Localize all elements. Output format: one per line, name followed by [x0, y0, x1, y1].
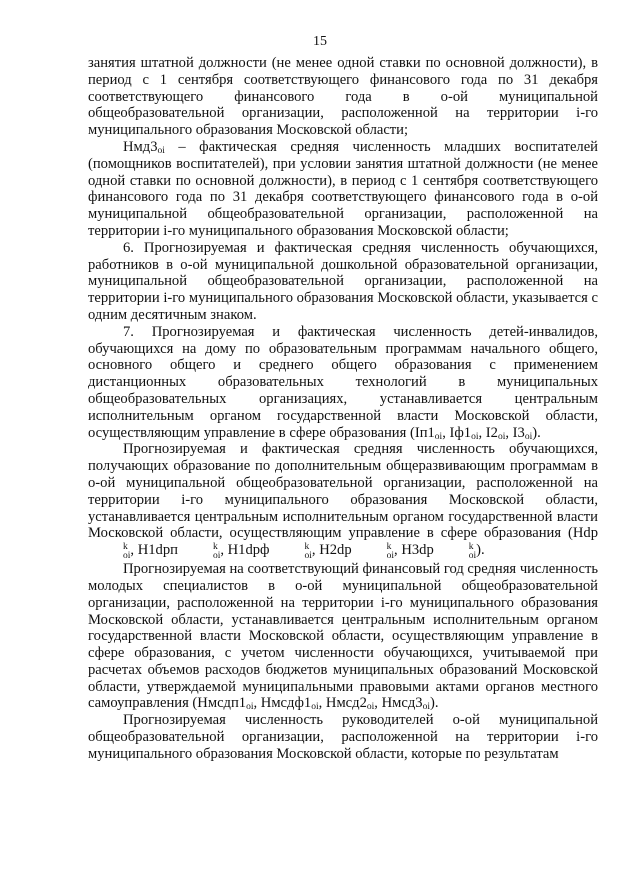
symbol-subscript: oi — [311, 702, 319, 713]
separator: , — [318, 695, 326, 712]
page-number: 15 — [313, 34, 327, 49]
symbol-if1: Iф1 — [449, 424, 472, 441]
additional-education-text: Прогнозируемая и фактическая средняя численность обучающихся, получающих образование по дополнительным общеразвивающим программам в о-ой муниципальной общеобразовательной организации, расположенной на территории i-го муниципального образования Московской области, устанавливается центральным исполнительным органом государственной власти Московской области, осуществляющим управление в сфере образования ( — [88, 441, 598, 542]
separator: , — [253, 695, 261, 712]
symbol-h1dpf: H1dpф — [227, 542, 270, 559]
paragraph-managers: Прогнозируемая численность руководителей о-ой муниципальной общеобразовательной организации, расположенной на территории i-го муниципального образования Московской области, которые по результатам — [88, 712, 598, 762]
paragraph-nmd3-definition — [88, 139, 598, 240]
separator: , — [374, 695, 382, 712]
symbol-indices: k oi — [123, 542, 131, 562]
separator: , — [505, 424, 513, 441]
paragraph-item-7 — [88, 324, 598, 442]
separator: , — [442, 424, 450, 441]
symbol-indices: k oi — [304, 542, 312, 562]
symbol-h1dpp: H1dpп — [137, 542, 178, 559]
symbol-subscript: oi — [471, 431, 479, 442]
document-body — [88, 55, 598, 763]
symbol-subscript: oi — [246, 702, 254, 713]
symbol-subscript: oi — [524, 431, 533, 442]
paragraph-item-6: 6. Прогнозируемая и фактическая средняя численность обучающихся, работников в о-ой муниципальной дошкольной образовательной организации, муниципальной общеобразовательной организации, расположенной на территории i-го муниципального образования Московской области, указывается с одним десятичным знаком. — [88, 239, 598, 323]
symbol-indices: k oi — [212, 542, 221, 562]
symbol-h3dp: H3dp — [401, 542, 434, 559]
item-7-text: 7. Прогнозируемая и фактическая численность детей-инвалидов, обучающихся на дому по образовательным программам начального общего, основного общего и среднего общего образования с применением дистанционных образовательных технологий в муниципальных общеобразовательных организациях, устанавливается центральным исполнительным органом государственной власти Московской области, осуществляющим управление в сфере образования ( — [88, 323, 598, 441]
paragraph-continuation: занятия штатной должности (не менее одной ставки по основной должности), в период с 1 сентября соответствующего финансового года по 31 декабря соответствующего финансового года в о-ой муниципальной общеобразовательной организации, расположенной на территории i-го муниципального образования Московской области; — [88, 55, 598, 139]
separator: , — [311, 542, 320, 559]
young-specialists-text: Прогнозируемая на соответствующий финансовый год средняя численность молодых специалистов в о-ой муниципальной общеобразовательной организации, расположенной на территории i-го муниципального образования Московской области, устанавливается центральным исполнительным органом государственной власти Московской области, осуществляющим управление в сфере образования, с учетом численности обучающихся, учитываемой при расчетах объемов расходов бюджетов муниципальных образований Московской области, утверждаемой муниципальными правовыми актами органов местного самоуправления ( — [88, 561, 598, 712]
symbol-ip1: Iп1 — [414, 424, 435, 441]
paragraph-young-specialists — [88, 561, 598, 712]
closing: ). — [429, 695, 439, 712]
symbol-subscript: oi — [422, 702, 430, 713]
paragraph-additional-education — [88, 441, 598, 561]
symbol-subscript: oi — [157, 145, 165, 156]
symbol-subscript: oi — [434, 431, 443, 442]
symbol-subscript: oi — [366, 702, 375, 713]
symbol-hdp: Hdp — [572, 525, 598, 542]
symbol-nmsdp1: Нмсдп1 — [197, 695, 247, 712]
symbol-nmd3: Нмд3 — [123, 138, 158, 155]
separator: , — [130, 542, 138, 559]
definition-text: – фактическая средняя численность младших воспитателей (помощников воспитателей), при условии занятия штатной должности (не менее одной ставки по основной должности), в период с 1 сентября соответствующего финансового года по 31 декабря соответствующего финансового года в о-ой муниципальной общеобразовательной организации, расположенной на территории i-го муниципального образования Московской области; — [88, 138, 598, 239]
symbol-nmsd3: Нмсд3 — [381, 695, 423, 712]
symbol-i3: I3 — [512, 424, 525, 441]
symbol-nmsdf1: Нмсдф1 — [260, 695, 312, 712]
symbol-i2: I2 — [485, 424, 498, 441]
symbol-h2dp: H2dp — [319, 542, 352, 559]
symbol-nmsd2: Нмсд2 — [325, 695, 367, 712]
separator: , — [220, 542, 228, 559]
symbol-indices: k oi — [468, 542, 477, 562]
symbol-indices: k oi — [386, 542, 395, 562]
separator: , — [394, 542, 402, 559]
symbol-subscript: oi — [497, 431, 506, 442]
closing: ). — [476, 542, 485, 559]
closing: ). — [532, 424, 541, 441]
separator: , — [478, 424, 486, 441]
